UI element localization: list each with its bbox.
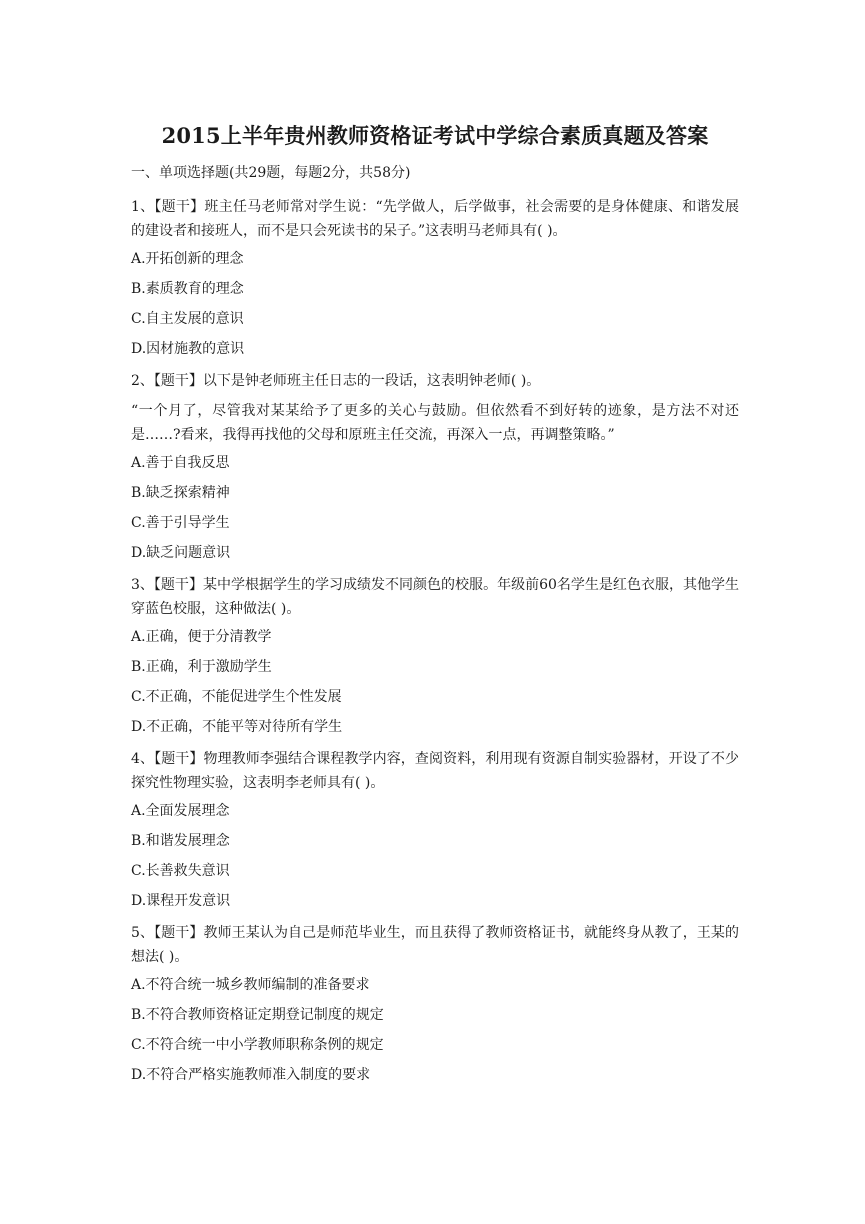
question-stem: 1、【题干】班主任马老师常对学生说：“先学做人，后学做事，社会需要的是身体健康、和谐发展的建设者和接班人，而不是只会死读书的呆子。”这表明马老师具有( )。 xyxy=(131,199,739,239)
option-c: C.不正确，不能促进学生个性发展 xyxy=(131,689,342,705)
option-c: C.长善救失意识 xyxy=(131,863,230,879)
option-b: B.和谐发展理念 xyxy=(131,833,230,849)
option-b: B.素质教育的理念 xyxy=(131,281,244,297)
question-quote: “一个月了，尽管我对某某给予了更多的关心与鼓励。但依然看不到好转的迹象，是方法不对还是……?看来，我得再找他的父母和原班主任交流，再深入一点，再调整策略。” xyxy=(131,403,739,443)
option-a: A.正确，便于分清教学 xyxy=(131,629,272,645)
question-stem: 3、【题干】某中学根据学生的学习成绩发不同颜色的校服。年级前60名学生是红色衣服，其他学生穿蓝色校服，这种做法( )。 xyxy=(131,577,739,617)
question-4 xyxy=(131,747,739,912)
question-stem: 2、【题干】以下是钟老师班主任日志的一段话，这表明钟老师( )。 xyxy=(131,373,541,389)
question-1 xyxy=(131,195,739,360)
option-d: D.不符合严格实施教师准入制度的要求 xyxy=(131,1067,371,1083)
question-stem: 4、【题干】物理教师李强结合课程教学内容，查阅资料，利用现有资源自制实验器材，开设了不少探究性物理实验，这表明李老师具有( )。 xyxy=(131,751,739,791)
option-d: D.因材施教的意识 xyxy=(131,341,245,357)
document-page xyxy=(131,118,739,1095)
option-b: B.缺乏探索精神 xyxy=(131,485,230,501)
option-d: D.缺乏问题意识 xyxy=(131,545,231,561)
question-2 xyxy=(131,369,739,564)
section-heading: 一、单项选择题(共29题，每题2分，共58分) xyxy=(131,165,411,181)
option-a: A.不符合统一城乡教师编制的准备要求 xyxy=(131,977,370,993)
option-d: D.不正确，不能平等对待所有学生 xyxy=(131,719,343,735)
option-c: C.善于引导学生 xyxy=(131,515,230,531)
question-stem: 5、【题干】教师王某认为自己是师范毕业生，而且获得了教师资格证书，就能终身从教了，王某的想法( )。 xyxy=(131,925,739,965)
option-d: D.课程开发意识 xyxy=(131,893,231,909)
document-title: 2015上半年贵州教师资格证考试中学综合素质真题及答案 xyxy=(161,123,709,148)
option-c: C.不符合统一中小学教师职称条例的规定 xyxy=(131,1037,384,1053)
option-a: A.开拓创新的理念 xyxy=(131,251,244,267)
option-c: C.自主发展的意识 xyxy=(131,311,244,327)
option-a: A.善于自我反思 xyxy=(131,455,230,471)
option-a: A.全面发展理念 xyxy=(131,803,230,819)
option-b: B.正确，利于激励学生 xyxy=(131,659,272,675)
question-5 xyxy=(131,921,739,1086)
question-3 xyxy=(131,573,739,738)
option-b: B.不符合教师资格证定期登记制度的规定 xyxy=(131,1007,384,1023)
